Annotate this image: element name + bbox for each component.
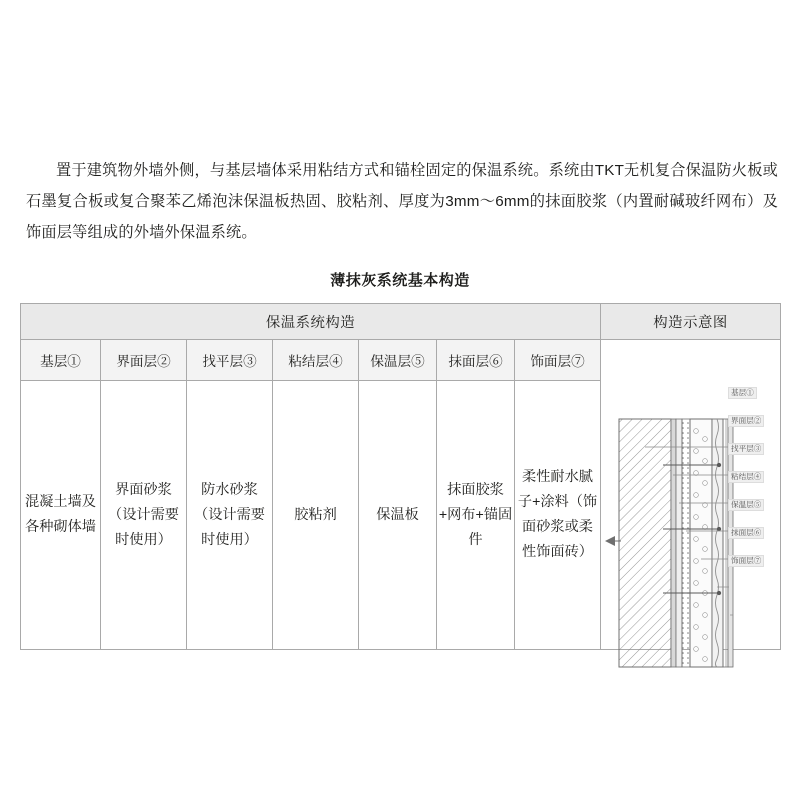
table-column-header-row [21, 340, 781, 381]
group-header-system: 保温系统构造 [21, 304, 601, 340]
callout-bonding: 粘结层④ [728, 463, 776, 491]
intro-paragraph: 置于建筑物外墙外侧，与基层墙体采用粘结方式和锚栓固定的保温系统。系统由TKT无机复合保温防火板或石墨复合板或复合聚苯乙烯泡沫保温板热固、胶粘剂、厚度为3mm～6mm的抹面胶浆（内置耐碱玻纤网布）及饰面层等组成的外墙外保温系统。 [26, 162, 778, 242]
cell-base: 混凝土墙及各种砌体墙 [21, 381, 101, 650]
column-header-interface: 界面层② [101, 340, 187, 381]
table-caption: 薄抹灰系统基本构造 [330, 272, 470, 289]
column-header-finish: 饰面层⑦ [515, 340, 601, 381]
callout-leveling: 找平层③ [728, 435, 776, 463]
callout-finish: 饰面层⑦ [728, 547, 776, 575]
column-header-bonding: 粘结层④ [273, 340, 359, 381]
table-group-header-row [21, 304, 781, 340]
cell-leveling: 防水砂浆（设计需要时使用） [187, 381, 273, 650]
callout-insulation: 保温层⑤ [728, 491, 776, 519]
callout-plaster: 抹面层⑥ [728, 519, 776, 547]
column-header-base: 基层① [21, 340, 101, 381]
cell-insulation: 保温板 [359, 381, 437, 650]
callout-interface: 界面层② [728, 407, 776, 435]
diagram-cell [601, 340, 781, 650]
callout-base: 基层① [728, 379, 776, 407]
cell-plaster: 抹面胶浆+网布+锚固件 [437, 381, 515, 650]
construction-table-wrap [20, 303, 780, 653]
cell-bonding: 胶粘剂 [273, 381, 359, 650]
diagram-callout-labels [728, 379, 776, 575]
construction-table [20, 303, 781, 650]
cell-finish: 柔性耐水腻子+涂料（饰面砂浆或柔性饰面砖） [515, 381, 601, 650]
column-header-insulation: 保温层⑤ [359, 340, 437, 381]
column-header-leveling: 找平层③ [187, 340, 273, 381]
diagram-wrap [601, 361, 780, 629]
column-header-plaster: 抹面层⑥ [437, 340, 515, 381]
cell-interface: 界面砂浆（设计需要时使用） [101, 381, 187, 650]
group-header-diagram: 构造示意图 [601, 304, 781, 340]
